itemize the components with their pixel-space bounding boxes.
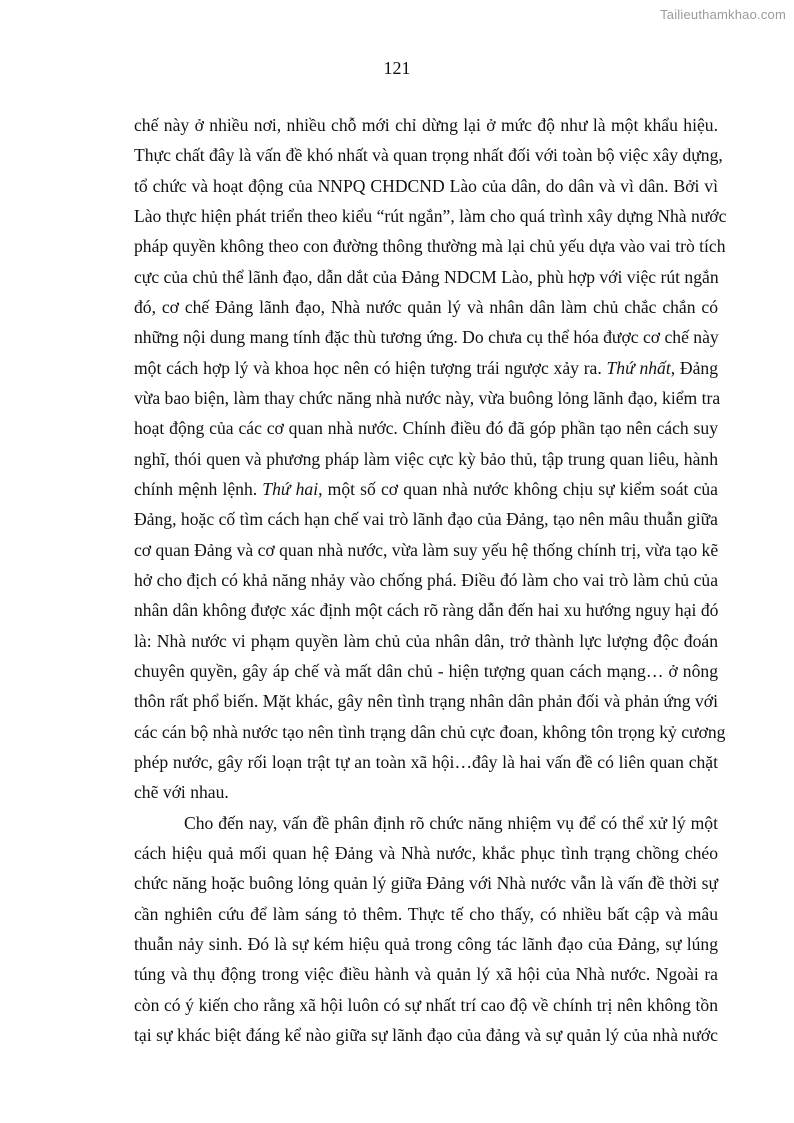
body-text	[134, 114, 727, 1054]
text-line: các cán bộ nhà nước tạo nên tình trạng dân chủ cực đoan, không tôn trọng kỷ cương	[134, 721, 726, 742]
text-line: Lào thực hiện phát triển theo kiểu “rút ngắn”, làm cho quá trình xây dựng Nhà nước	[134, 205, 727, 226]
text-line: chế này ở nhiều nơi, nhiều chỗ mới chỉ dừng lại ở mức độ như là một khẩu hiệu.	[134, 115, 718, 135]
text-line: Cho đến nay, vấn đề phân định rõ chức năng nhiệm vụ để có thể xử lý một	[184, 812, 718, 833]
text-line	[134, 357, 718, 387]
text-line: cần nghiên cứu để làm sáng tỏ thêm. Thực tế cho thấy, có nhiều bất cập và mâu	[134, 903, 718, 924]
text-line: túng và thụ động trong việc điều hành và quản lý xã hội của Nhà nước. Ngoài ra	[134, 964, 718, 985]
text-line: tổ chức và hoạt động của NNPQ CHDCND Lào của dân, do dân và vì dân. Bởi vì	[134, 175, 718, 196]
text-run: , Đảng	[670, 357, 718, 378]
text-line: hoạt động của các cơ quan nhà nước. Chính điều đó đã góp phần tạo nên cách suy	[134, 418, 718, 439]
paragraph-2	[134, 812, 718, 1055]
text-line: nghĩ, thói quen và phương pháp làm việc cực kỳ bảo thủ, tập trung quan liêu, hành	[134, 448, 718, 469]
text-line: pháp quyền không theo con đường thông thường mà lại chủ yếu dựa vào vai trò tích	[134, 236, 726, 257]
text-line: phép nước, gây rối loạn trật tự an toàn xã hội…đây là hai vấn đề có liên quan chặt	[134, 751, 718, 772]
text-line: là: Nhà nước vi phạm quyền làm chủ của nhân dân, trở thành lực lượng độc đoán	[134, 630, 718, 651]
text-line: Thực chất đây là vấn đề khó nhất và quan trọng nhất đối với toàn bộ việc xây dựng,	[134, 145, 723, 166]
text-line: cực của chủ thể lãnh đạo, dẫn dắt của Đảng NDCM Lào, phù hợp với việc rút ngắn	[134, 266, 719, 287]
text-line: vừa bao biện, làm thay chức năng nhà nước này, vừa buông lỏng lãnh đạo, kiểm tra	[134, 387, 721, 408]
text-run: , một số cơ quan nhà nước không chịu sự kiểm soát của	[318, 478, 718, 499]
text-line	[134, 478, 718, 508]
text-run: một cách hợp lý và khoa học nên có hiện tượng trái ngược xảy ra.	[134, 357, 607, 378]
text-line: chuyên quyền, gây áp chế và mất dân chủ - hiện tượng quan cách mạng… ở nông	[134, 660, 718, 681]
text-line: cách hiệu quả mối quan hệ Đảng và Nhà nước, khắc phục tình trạng chồng chéo	[134, 842, 718, 863]
paragraph-1	[134, 114, 727, 812]
text-line: tại sự khác biệt đáng kể nào giữa sự lãnh đạo của đảng và sự quản lý của nhà nước	[134, 1024, 718, 1045]
text-line: cơ quan Đảng và cơ quan nhà nước, vừa làm suy yếu hệ thống chính trị, vừa tạo kẽ	[134, 539, 719, 560]
text-line: đó, cơ chế Đảng lãnh đạo, Nhà nước quản lý và nhân dân làm chủ chắc chắn có	[134, 296, 718, 317]
text-run: chính mệnh lệnh.	[134, 478, 263, 499]
emphasis-thu-hai: Thứ hai	[262, 478, 319, 499]
text-line: hở cho địch có khả năng nhảy vào chống phá. Điều đó làm cho vai trò làm chủ của	[134, 569, 718, 590]
emphasis-thu-nhat: Thứ nhất	[606, 357, 671, 378]
text-line: nhân dân không được xác định một cách rõ ràng dẫn đến hai xu hướng nguy hại đó	[134, 600, 719, 621]
text-line: thuẫn nảy sinh. Đó là sự kém hiệu quả trong công tác lãnh đạo của Đảng, sự lúng	[134, 933, 718, 954]
text-line: thôn rất phổ biến. Mặt khác, gây nên tình trạng nhân dân phản đối và phản ứng với	[134, 691, 718, 712]
text-line: những nội dung mang tính đặc thù tương ứng. Do chưa cụ thể hóa được cơ chế này	[134, 327, 719, 348]
page-number: 121	[383, 58, 411, 78]
text-line: Đảng, hoặc cố tìm cách hạn chế vai trò lãnh đạo của Đảng, tạo nên mâu thuẫn giữa	[134, 509, 718, 530]
text-line: chức năng hoặc buông lỏng quản lý giữa Đảng với Nhà nước vẫn là vấn đề thời sự	[134, 873, 718, 894]
text-line: còn có ý kiến cho rằng xã hội luôn có sự nhất trí cao độ về chính trị nên không tồn	[134, 994, 718, 1015]
watermark: Tailieuthamkhao.com	[660, 7, 786, 22]
text-line: chẽ với nhau.	[134, 782, 229, 803]
